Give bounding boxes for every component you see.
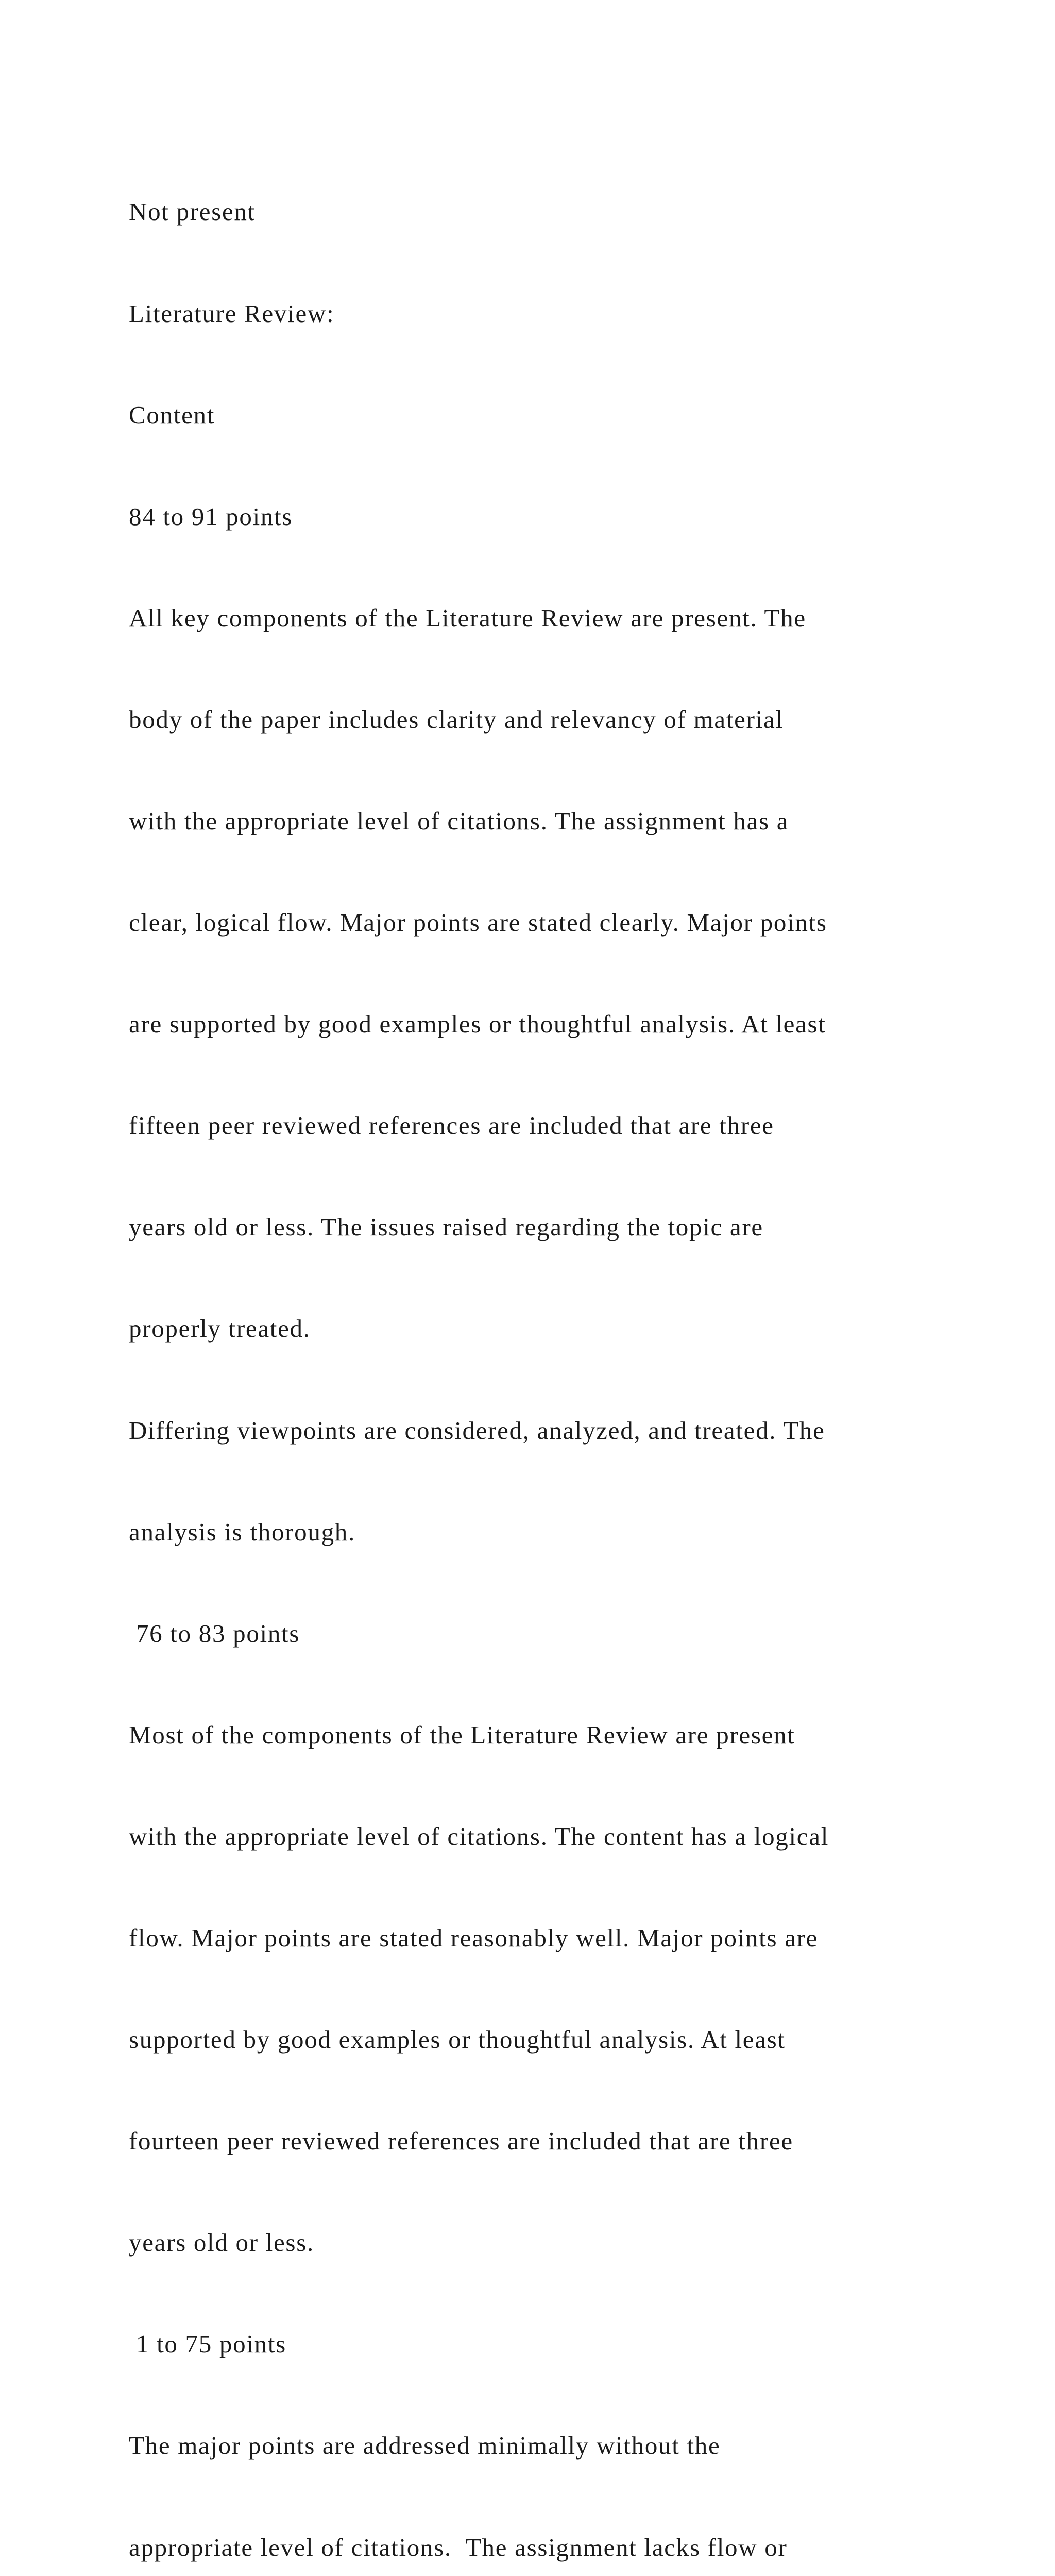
text-line: flow. Major points are stated reasonably well. Major points are (129, 1924, 819, 1952)
text-line: All key components of the Literature Review are present. The (129, 603, 806, 632)
text-line: properly treated. (129, 1314, 311, 1343)
text-line: Content (129, 400, 215, 429)
text-line: fourteen peer reviewed references are included that are three (129, 2127, 793, 2156)
text-line: clear, logical flow. Major points are stated clearly. Major points (129, 908, 827, 937)
text-line: supported by good examples or thoughtful analysis. At least (129, 2025, 786, 2054)
text-line: fifteen peer reviewed references are included that are three (129, 1111, 774, 1140)
document-body (129, 127, 1005, 2576)
text-line: years old or less. The issues raised regarding the topic are (129, 1213, 763, 1242)
text-line: Literature Review: (129, 299, 335, 328)
text-line: 84 to 91 points (129, 502, 293, 531)
text-line: are supported by good examples or thoughtful analysis. At least (129, 1010, 826, 1039)
text-line: with the appropriate level of citations. The assignment has a (129, 806, 789, 835)
text-line: years old or less. (129, 2228, 314, 2257)
text-line: Differing viewpoints are considered, analyzed, and treated. The (129, 1416, 825, 1445)
text-line: appropriate level of citations. The assignment lacks flow or (129, 2533, 788, 2562)
text-line: Most of the components of the Literature Review are present (129, 1720, 795, 1749)
text-line: 1 to 75 points (129, 2330, 286, 2359)
text-line: Not present (129, 197, 256, 226)
text-line: The major points are addressed minimally without the (129, 2431, 721, 2460)
text-line: body of the paper includes clarity and relevancy of material (129, 705, 784, 734)
text-line: with the appropriate level of citations. The content has a logical (129, 1822, 829, 1851)
text-line: 76 to 83 points (129, 1619, 300, 1648)
text-line: analysis is thorough. (129, 1517, 355, 1546)
